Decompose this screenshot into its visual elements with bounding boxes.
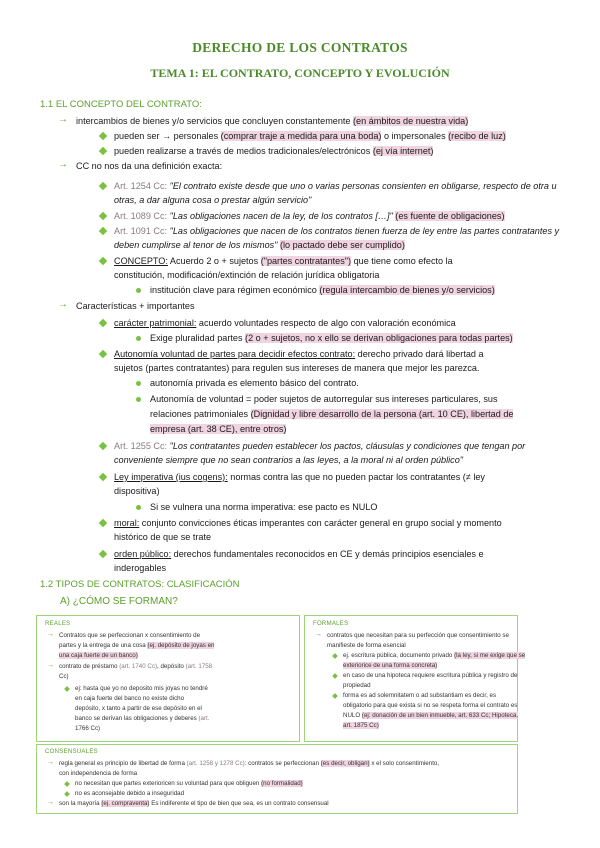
box-line: regla general es principio de libertad de forma (art. 1258 y 1278 Cc): contratos se perfeccionan (es decir, obligan) x el solo consentimiento, [59, 760, 440, 767]
diamond-bullet-icon [99, 473, 107, 481]
text-line: Características + importantes [76, 301, 195, 311]
diamond-bullet-icon [99, 257, 107, 265]
diamond-bullet-icon [64, 791, 70, 797]
box-line: forma es ad solemnitatem o ad substantiam es decir, es [343, 692, 497, 699]
diamond-bullet-icon [64, 686, 70, 692]
box-line: en caja fuerte del banco no existe dicho [75, 695, 185, 702]
text-line: Exige pluralidad partes (2 o + sujetos, no x ello se derivan obligaciones para todas partes) [150, 333, 513, 343]
text-line: inderogables [114, 563, 167, 573]
diamond-bullet-icon [99, 519, 107, 527]
diamond-bullet-icon [99, 147, 107, 155]
box-formales [304, 615, 526, 742]
box-line: no es aconsejable debido a inseguridad [75, 790, 185, 797]
text-line: CONCEPTO: Acuerdo 2 o + sujetos ("partes contratantes") que tiene como efecto la [114, 256, 453, 266]
diamond-bullet-icon [64, 781, 70, 787]
text-line: dispositiva) [114, 486, 160, 496]
diamond-bullet-icon [99, 182, 107, 190]
arrow-bullet-icon: → [58, 114, 68, 125]
dot-bullet-icon [136, 381, 141, 386]
box-line: contrato de préstamo (art. 1740 Cc), depósito (art. 1758 [59, 663, 213, 670]
box-reales [36, 615, 300, 742]
box-line: banco se derivan las obligaciones y deberes (art. [75, 715, 210, 722]
arrow-bullet-icon: → [47, 799, 54, 806]
text-line: Art. 1255 Cc: "Los contratantes pueden establecer los pactos, cláusulas y condiciones que tengan por [114, 441, 526, 451]
diamond-bullet-icon [99, 442, 107, 450]
diamond-bullet-icon [99, 319, 107, 327]
box-line: con independencia de forma [59, 770, 138, 777]
arrow-bullet-icon: → [315, 631, 322, 638]
box-line: en caso de una hipoteca requiere escritura pública y registro de [343, 672, 518, 679]
section-subheading: A) ¿CÓMO SE FORMAN? [60, 596, 178, 607]
box-line: son la mayoría (ej. compraventa) Es indiferente el tipo de bien que sea, es un contrato consensual [59, 800, 329, 807]
box-title: REALES [45, 621, 71, 627]
text-line: constitución, modificación/extinción de relación jurídica obligatoria [114, 270, 380, 280]
text-line: moral: conjunto convicciones éticas imperantes con carácter general en grupo social y momento [114, 518, 502, 528]
text-line: conveniente siempre que no sean contrarios a las leyes, a la moral ni al orden público" [114, 455, 463, 465]
box-title: FORMALES [313, 621, 349, 627]
text-line: pueden ser → personales (comprar traje a medida para una boda) o impersonales (recibo de luz) [114, 131, 506, 141]
text-line: sujetos (partes contratantes) para regulen sus intereses de manera que mejor les parezca. [114, 363, 480, 373]
text-line: Art. 1089 Cc: "Las obligaciones nacen de la ley, de los contratos […]" (es fuente de obligaciones) [114, 211, 505, 221]
text-line: Ley imperativa (ius cogens): normas contra las que no pueden pactar los contratantes (≠ ley [114, 472, 485, 482]
document-subtitle: TEMA 1: EL CONTRATO, CONCEPTO Y EVOLUCIÓN [150, 66, 450, 80]
text-line: orden público: derechos fundamentales reconocidos en CE y demás principios esenciales e [114, 549, 484, 559]
document-title: DERECHO DE LOS CONTRATOS [192, 40, 408, 55]
section-heading-1-2: 1.2 TIPOS DE CONTRATOS: CLASIFICACIÓN [40, 579, 240, 590]
text-line: Art. 1091 Cc: "Las obligaciones que nacen de los contratos tienen fuerza de ley entre las partes contratantes y [114, 226, 560, 236]
section-heading-1-1: 1.1 EL CONCEPTO DEL CONTRATO: [40, 99, 202, 110]
dot-bullet-icon [136, 288, 141, 293]
box-line: Contratos que se perfeccionan x consentimiento de [59, 632, 201, 639]
box-line: propiedad [343, 682, 371, 689]
text-line: histórico de que se trate [114, 532, 212, 542]
box-title: CONSENSUALES [45, 749, 98, 755]
text-line: empresa (art. 38 CE), entre otros) [150, 424, 287, 434]
text-line: Autonomía voluntad de partes para decidir efectos contrato: derecho privado dará libertad a [114, 349, 484, 359]
diamond-bullet-icon [332, 693, 338, 699]
box-line: depósito, x tanto a partir de ese depósito en el [75, 705, 202, 712]
box-line: manifieste de forma esencial [327, 642, 406, 649]
diamond-bullet-icon [99, 132, 107, 140]
box-line: NULO (ej: donación de un bien inmueble, art. 633 Cc; Hipoteca, [343, 712, 519, 719]
box-line: partes y la entrega de una cosa (ej. depósito de joyas en [59, 642, 215, 649]
box-line: art. 1875 Cc) [343, 722, 379, 729]
text-line: CC no nos da una definición exacta: [76, 161, 223, 171]
box-line: ej. escritura pública, documento privado (la ley, si me exige que se [343, 652, 526, 659]
dot-bullet-icon [136, 336, 141, 341]
dot-bullet-icon [136, 505, 141, 510]
box-line: ej: hasta que yo no deposito mis joyas no tendré [75, 685, 208, 692]
box-line: una caja fuerte de un banco) [59, 652, 138, 659]
arrow-bullet-icon: → [47, 662, 54, 669]
box-line: exteriorice de una forma concreta) [343, 662, 438, 669]
text-line: autonomía privada es elemento básico del contrato. [150, 378, 359, 388]
text-line: institución clave para régimen económico (regula intercambio de bienes y/o servicios) [150, 285, 495, 295]
box-consensuales [36, 744, 518, 814]
arrow-bullet-icon: → [58, 159, 68, 170]
text-line: deben cumplirse al tenor de los mismos" (lo pactado debe ser cumplido) [114, 240, 405, 250]
text-line: Art. 1254 Cc: "El contrato existe desde que uno o varias personas consienten en obligarse, respecto de otra u [114, 181, 557, 191]
diamond-bullet-icon [99, 350, 107, 358]
diamond-bullet-icon [99, 550, 107, 558]
arrow-bullet-icon: → [58, 299, 68, 310]
text-line: pueden realizarse a través de medios tradicionales/electrónicos (ej vía internet) [114, 146, 434, 156]
text-line: Si se vulnera una norma imperativa: ese pacto es NULO [150, 502, 378, 512]
diamond-bullet-icon [99, 212, 107, 220]
text-line: intercambios de bienes y/o servicios que concluyen constantemente (en ámbitos de nuestra vida) [76, 116, 469, 126]
box-line: no necesitan que partes exterioricen su voluntad para que obliguen (no formalidad) [75, 780, 303, 787]
arrow-bullet-icon: → [47, 759, 54, 766]
dot-bullet-icon [136, 397, 141, 402]
arrow-bullet-icon: → [47, 631, 54, 638]
box-line: contratos que necesitan para su perfección que consentimiento se [327, 632, 509, 639]
box-line: obligatorio para que exista si no se respeta forma el contrato es [343, 702, 518, 709]
diamond-bullet-icon [332, 673, 338, 679]
box-line: Cc) [59, 673, 69, 680]
text-line: otras, a dar alguna cosa o prestar algún servicio" [114, 195, 312, 205]
diamond-bullet-icon [332, 653, 338, 659]
text-line: relaciones patrimoniales (Dignidad y libre desarrollo de la persona (art. 10 CE), libertad de [150, 409, 514, 419]
text-line: Autonomía de voluntad = poder sujetos de autorregular sus intereses particulares, sus [150, 394, 498, 404]
diamond-bullet-icon [99, 227, 107, 235]
text-line: carácter patrimonial: acuerdo voluntades respecto de algo con valoración económica [114, 318, 456, 328]
box-line: 1766 Cc) [75, 725, 101, 732]
